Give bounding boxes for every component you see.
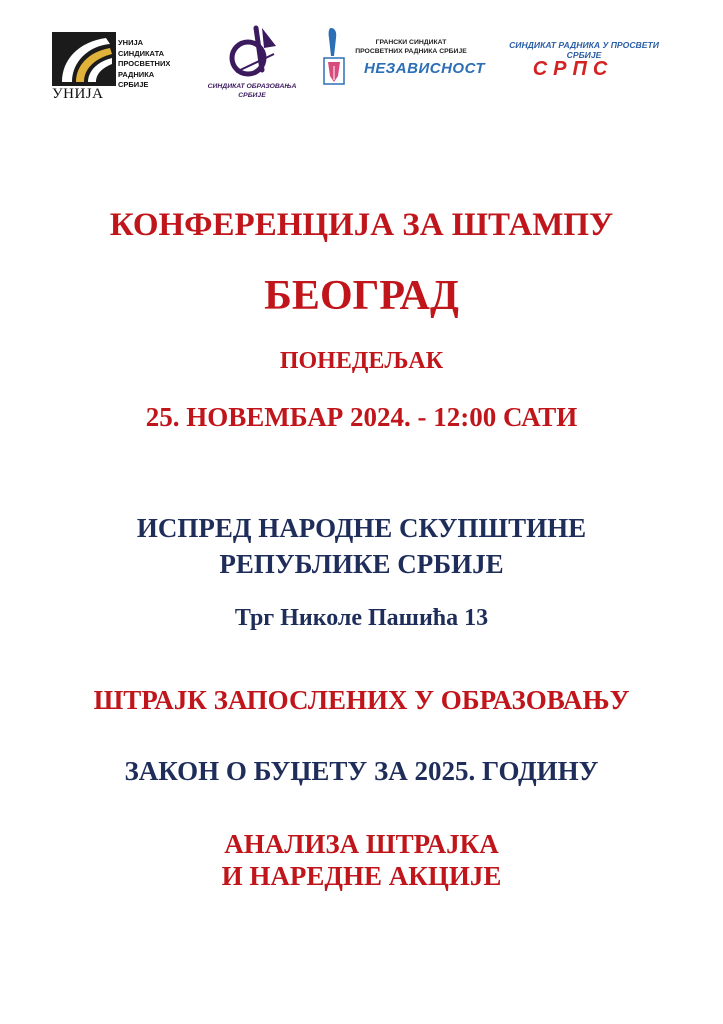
sos-text: СИНДИКАТ ОБРАЗОВАЊА СРБИЈЕ <box>207 83 297 99</box>
unija-emblem-icon <box>52 32 116 86</box>
location-line-2: РЕПУБЛИКЕ СРБИЈЕ <box>219 549 504 579</box>
srps-brand: СРПС <box>532 58 614 80</box>
unija-name: УНИЈА <box>52 86 104 102</box>
topic-analysis-line-1: АНАЛИЗА ШТРАЈКА <box>224 829 499 859</box>
topic-strike: ШТРАЈК ЗАПОСЛЕНИХ У ОБРАЗОВАЊУ <box>93 685 630 715</box>
srps-text: СИНДИКАТ РАДНИКА У ПРОСВЕТИ СРБИЈЕ <box>509 40 659 60</box>
location-address: Трг Николе Пашића 13 <box>234 605 489 631</box>
nezavisnost-brand: НЕЗАВИСНОСТ <box>364 60 485 77</box>
location-line-1: ИСПРЕД НАРОДНЕ СКУПШТИНЕ <box>136 513 587 543</box>
announcement-city: БЕОГРАД <box>264 273 459 319</box>
logo-srps <box>484 38 684 88</box>
announcement-datetime: 25. НОВЕМБАР 2024. - 12:00 САТИ <box>145 402 578 432</box>
logo-unija <box>52 32 182 112</box>
logo-sindikat-obrazovanja <box>196 24 308 104</box>
nezavisnost-emblem-icon <box>320 26 350 88</box>
topic-budget-law: ЗАКОН О БУЏЕТУ ЗА 2025. ГОДИНУ <box>124 756 599 786</box>
unija-text: УНИЈА СИНДИКАТА ПРОСВЕТНИХ РАДНИКА СРБИЈЕ <box>118 38 171 89</box>
sos-emblem-icon <box>226 24 280 80</box>
announcement-day: ПОНЕДЕЉАК <box>279 348 444 374</box>
logo-nezavisnost <box>320 26 485 88</box>
announcement-title: КОНФЕРЕНЦИЈА ЗА ШТАМПУ <box>109 207 614 243</box>
topic-analysis-line-2: И НАРЕДНЕ АКЦИЈЕ <box>221 861 502 891</box>
nezavisnost-text: ГРАНСКИ СИНДИКАТ ПРОСВЕТНИХ РАДНИКА СРБИЈЕ <box>355 39 467 55</box>
